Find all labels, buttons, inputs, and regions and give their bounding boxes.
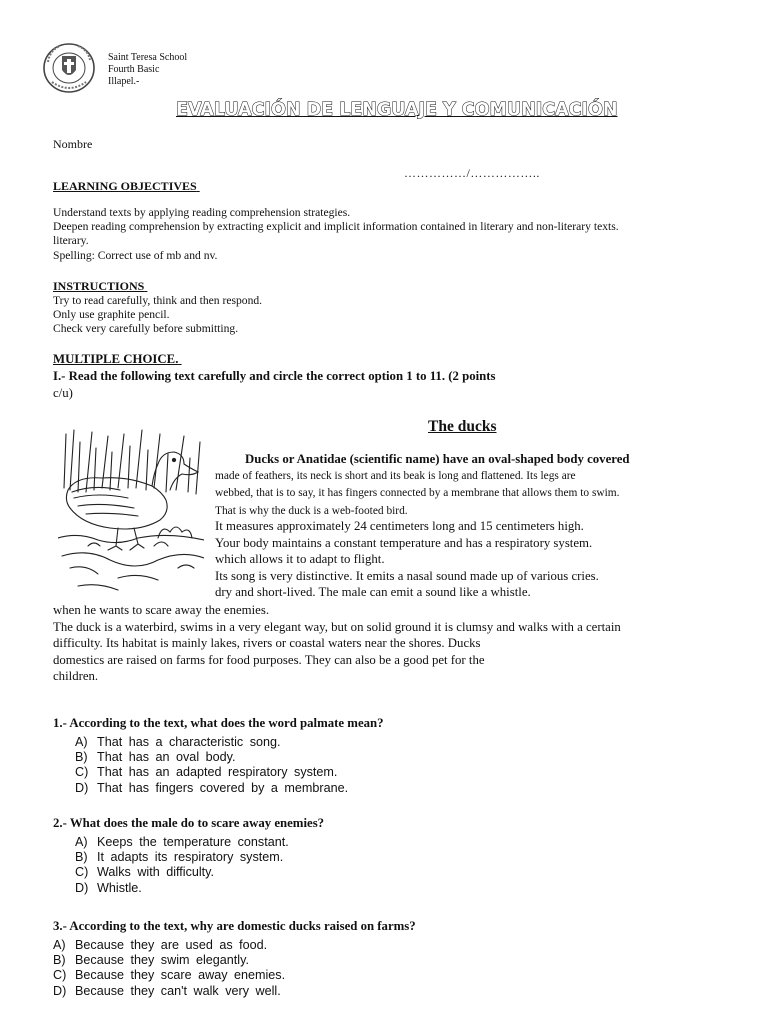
option-letter: D) — [75, 880, 89, 895]
instruction-line: Check very carefully before submitting. — [53, 322, 239, 336]
school-name: Saint Teresa School — [108, 52, 188, 63]
date-field-line: ……………/…………….. — [404, 166, 540, 180]
instruction-line: Only use graphite pencil. — [53, 308, 170, 322]
option-letter: A) — [53, 938, 66, 952]
reading-line: Its song is very distinctive. It emits a nasal sound made up of various cries. — [215, 568, 599, 583]
option-text: Whistle. — [97, 880, 142, 895]
option-text: That has a characteristic song. — [97, 735, 281, 749]
option-text: Because they are used as food. — [75, 938, 268, 952]
option-text: Walks with difficulty. — [97, 865, 215, 880]
instructions-heading — [53, 279, 152, 293]
objective-line: Understand texts by applying reading comprehension strategies. — [53, 206, 351, 219]
objectives-list — [53, 206, 619, 263]
page-title: EVALUACIÓN DE LENGUAJE Y COMUNICACIÓN — [176, 100, 618, 120]
reading-line: It measures approximately 24 centimeters long and 15 centimeters high. — [215, 519, 584, 533]
option-text: That has an adapted respiratory system. — [97, 765, 338, 780]
option-b[interactable] — [75, 750, 348, 765]
question-3-text: 3.- According to the text, why are domestic ducks raised on farms? — [53, 919, 416, 933]
option-b[interactable] — [53, 953, 285, 968]
option-text: Because they scare away enemies. — [75, 968, 286, 983]
option-d[interactable] — [53, 984, 285, 999]
option-letter: B) — [75, 750, 88, 765]
question-2-text: 2.- What does the male do to scare away enemies? — [53, 816, 325, 830]
question-3-options — [53, 938, 285, 999]
option-c[interactable] — [75, 865, 289, 880]
option-letter: D) — [53, 983, 67, 998]
reading-small-lines — [215, 468, 619, 520]
option-text: Because they swim elegantly. — [75, 953, 249, 968]
duck-illustration-icon — [58, 428, 204, 598]
option-c[interactable] — [75, 765, 348, 780]
option-letter: C) — [53, 968, 67, 983]
reading-line: webbed, that is to say, it has fingers connected by a membrane that allows them to swim. — [215, 487, 620, 500]
option-letter: A) — [75, 835, 88, 849]
reading-line: when he wants to scare away the enemies. — [53, 603, 270, 617]
option-letter: B) — [53, 953, 66, 968]
multiple-choice-heading — [53, 351, 204, 368]
option-text: Because they can't walk very well. — [75, 983, 281, 998]
instructions-heading-text: INSTRUCTIONS — [53, 279, 145, 293]
option-text: That has fingers covered by a membrane. — [97, 780, 349, 795]
instruction-line: Try to read carefully, think and then respond. — [53, 294, 263, 307]
instructions-list — [53, 294, 262, 337]
option-letter: A) — [75, 735, 88, 749]
name-label: Nombre — [53, 137, 93, 151]
question-1-options — [75, 735, 348, 796]
mc-instruction: I.- Read the following text carefully and circle the correct option 1 to 11. (2 points — [53, 369, 496, 383]
reading-line: Your body maintains a constant temperature and has a respiratory system. — [215, 535, 593, 550]
objective-line: Deepen reading comprehension by extracting explicit and implicit information contained in literary and non-literary texts. — [53, 220, 619, 234]
reading-line: made of feathers, its neck is short and its beak is long and flattened. Its legs are — [215, 470, 576, 482]
reading-lead: Ducks or Anatidae (scientific name) have an oval-shaped body covered — [245, 452, 630, 466]
reading-line: That is why the duck is a web-footed bird. — [215, 504, 408, 517]
objectives-heading-text: LEARNING OBJECTIVES — [53, 179, 197, 193]
reading-line: dry and short-lived. The male can emit a sound like a whistle. — [215, 585, 531, 600]
option-text: Keeps the temperature constant. — [97, 835, 289, 849]
reading-full-lines — [53, 602, 621, 685]
option-a[interactable] — [53, 938, 285, 953]
objectives-heading — [53, 179, 233, 193]
reading-line: which allows it to adapt to flight. — [215, 552, 385, 567]
option-text: It adapts its respiratory system. — [97, 850, 284, 865]
school-seal-logo — [42, 42, 98, 94]
option-text: That has an oval body. — [97, 750, 236, 765]
objective-line: literary. — [53, 234, 89, 248]
objective-line: Spelling: Correct use of mb and nv. — [53, 248, 218, 262]
option-d[interactable] — [75, 781, 348, 796]
mc-instruction-cont: c/u) — [53, 386, 73, 400]
option-d[interactable] — [75, 881, 289, 896]
option-c[interactable] — [53, 968, 285, 983]
option-letter: D) — [75, 780, 89, 795]
question-1-text: 1.- According to the text, what does the word palmate mean? — [53, 716, 384, 730]
option-b[interactable] — [75, 850, 289, 865]
reading-side-lines — [215, 518, 599, 601]
option-letter: C) — [75, 765, 89, 780]
reading-line: domestics are raised on farms for food purposes. They can also be a good pet for the — [53, 652, 485, 667]
reading-line: The duck is a waterbird, swims in a very elegant way, but on solid ground it is clumsy and walks with a certain — [53, 619, 621, 634]
option-a[interactable] — [75, 835, 289, 850]
reading-line: children. — [53, 669, 99, 684]
option-letter: C) — [75, 865, 89, 880]
reading-line: difficulty. Its habitat is mainly lakes, rivers or coastal waters near the shores. Ducks — [53, 636, 481, 651]
option-a[interactable] — [75, 735, 348, 750]
school-grade: Fourth Basic — [108, 64, 160, 75]
multiple-choice-heading-text: MULTIPLE CHOICE. — [53, 352, 179, 366]
option-letter: B) — [75, 850, 88, 865]
reading-title: The ducks — [428, 418, 497, 435]
school-city: Illapel.- — [108, 76, 140, 87]
question-2-options — [75, 835, 289, 896]
